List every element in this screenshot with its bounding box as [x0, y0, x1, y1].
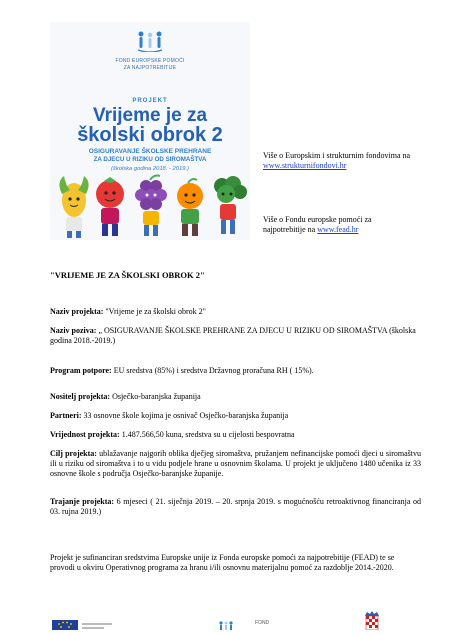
- eu-funds-text: Više o Europskim i strukturnim fondovima na: [263, 151, 411, 160]
- poster-subtitle-line-2: ZA DJECU U RIZIKU OD SIROMAŠTVA: [93, 156, 207, 163]
- footer-logos: [50, 602, 421, 630]
- project-holder-label: Nositelj projekta:: [50, 392, 111, 401]
- call-name-label: Naziv poziva:: [50, 326, 97, 335]
- project-duration-paragraph: [50, 497, 421, 517]
- project-goal-label: Cilj projekta:: [50, 449, 97, 458]
- fund-logo-text-1: FOND EUROPSKE POMOĆI: [115, 58, 185, 64]
- footer-logos-strip: [50, 602, 421, 630]
- eu-flag-icon: [52, 620, 78, 630]
- strukturnifondovi-link[interactable]: www.strukturnifondovi.hr: [263, 161, 347, 170]
- partners-line: [50, 411, 421, 421]
- project-name-label: Naziv projekta:: [50, 307, 104, 316]
- project-value-value: 1.487.566,50 kuna, sredstva su u cijelosti bespovratna: [119, 430, 295, 439]
- project-value-line: [50, 430, 421, 440]
- poster-subtitle-line-3: (školska godina 2018. - 2019.): [111, 166, 189, 172]
- fund-logo-text-2: ZA NAJPOTREBITIJE: [123, 65, 177, 71]
- partners-label: Partneri:: [50, 411, 82, 420]
- fead-figures-icon: [135, 30, 165, 52]
- project-holder-line: [50, 392, 421, 402]
- fead-info: [263, 215, 413, 235]
- broccoli-character-icon: [214, 176, 247, 234]
- eu-text-lines-icon: [82, 623, 112, 629]
- support-program-line: [50, 366, 421, 376]
- project-goal-value: ublažavanje najgorih oblika dječjeg siromaštva, pružanjem nefinancijske pomoći djeci u siromaštvu ili u riziku od siromaštva i to u vidu podjele hrane u osnovnim školama. U projekt je uključeno 1480 učenika iz 33 osnovne škole s područja Osječko-baranjske županije.: [50, 449, 421, 478]
- fruit-vegetable-kids-illustration: [50, 172, 250, 240]
- project-duration-value: 6 mjeseci ( 21. siječnja 2019. – 20. srpnja 2019. s mogućnošću retroaktivnog financiranja od 03. rujna 2019.): [50, 497, 422, 516]
- project-holder-value: Osječko-baranjska županija: [110, 392, 201, 401]
- fead-small-logo-icon: [219, 621, 232, 630]
- project-name-value: "Vrijeme je za školski obrok 2": [103, 307, 206, 316]
- support-program-value: EU sredstva (85%) i sredstva Državnog proračuna RH ( 15%).: [111, 366, 314, 375]
- cofinancing-paragraph: Projekt je sufinanciran sredstvima Europske unije iz Fonda europske pomoći za najpotrebitije (FEAD) te se provodi u okviru Operativnog programa za hranu i/ili osnovnu materijalnu pomoć za razdoblje 2014.-2020.: [50, 553, 395, 572]
- project-poster: [50, 22, 250, 240]
- project-goal-paragraph: [50, 449, 421, 479]
- call-name-value: „ OSIGURAVANJE ŠKOLSKE PREHRANE ZA DJECU U RIZIKU OD SIROMAŠTVA (školska godina 2018.-2019.): [50, 326, 416, 345]
- fead-text: Više o Fondu europske pomoći za najpotrebitije na: [263, 215, 372, 234]
- poster-title-line-2: školski obrok 2: [77, 124, 223, 146]
- fead-link[interactable]: www.fead.hr: [317, 225, 359, 234]
- call-name-line: [50, 326, 421, 346]
- fond-text: FOND: [255, 620, 270, 626]
- corn-character-icon: [59, 176, 88, 238]
- orange-character-icon: [177, 179, 203, 236]
- document-heading: "VRIJEME JE ZA ŠKOLSKI OBROK 2": [50, 270, 205, 280]
- project-name-line: [50, 307, 421, 317]
- partners-value: 33 osnovne škole kojima je osnivač Osječko-baranjska županija: [81, 411, 289, 420]
- support-program-label: Program potpore:: [50, 366, 112, 375]
- project-label: PROJEKT: [132, 98, 168, 104]
- poster-subtitle-line-1: OSIGURAVANJE ŠKOLSKE PREHRANE: [88, 148, 212, 155]
- project-duration-label: Trajanje projekta:: [50, 497, 115, 506]
- eu-funds-info: [263, 151, 413, 171]
- fead-logo: [50, 30, 250, 71]
- project-value-label: Vrijednost projekta:: [50, 430, 120, 439]
- poster-title-line-1: Vrijeme je za: [92, 105, 208, 126]
- croatia-coat-of-arms-icon: [365, 611, 379, 630]
- grapes-character-icon: [135, 176, 167, 237]
- tomato-character-icon: [96, 177, 124, 236]
